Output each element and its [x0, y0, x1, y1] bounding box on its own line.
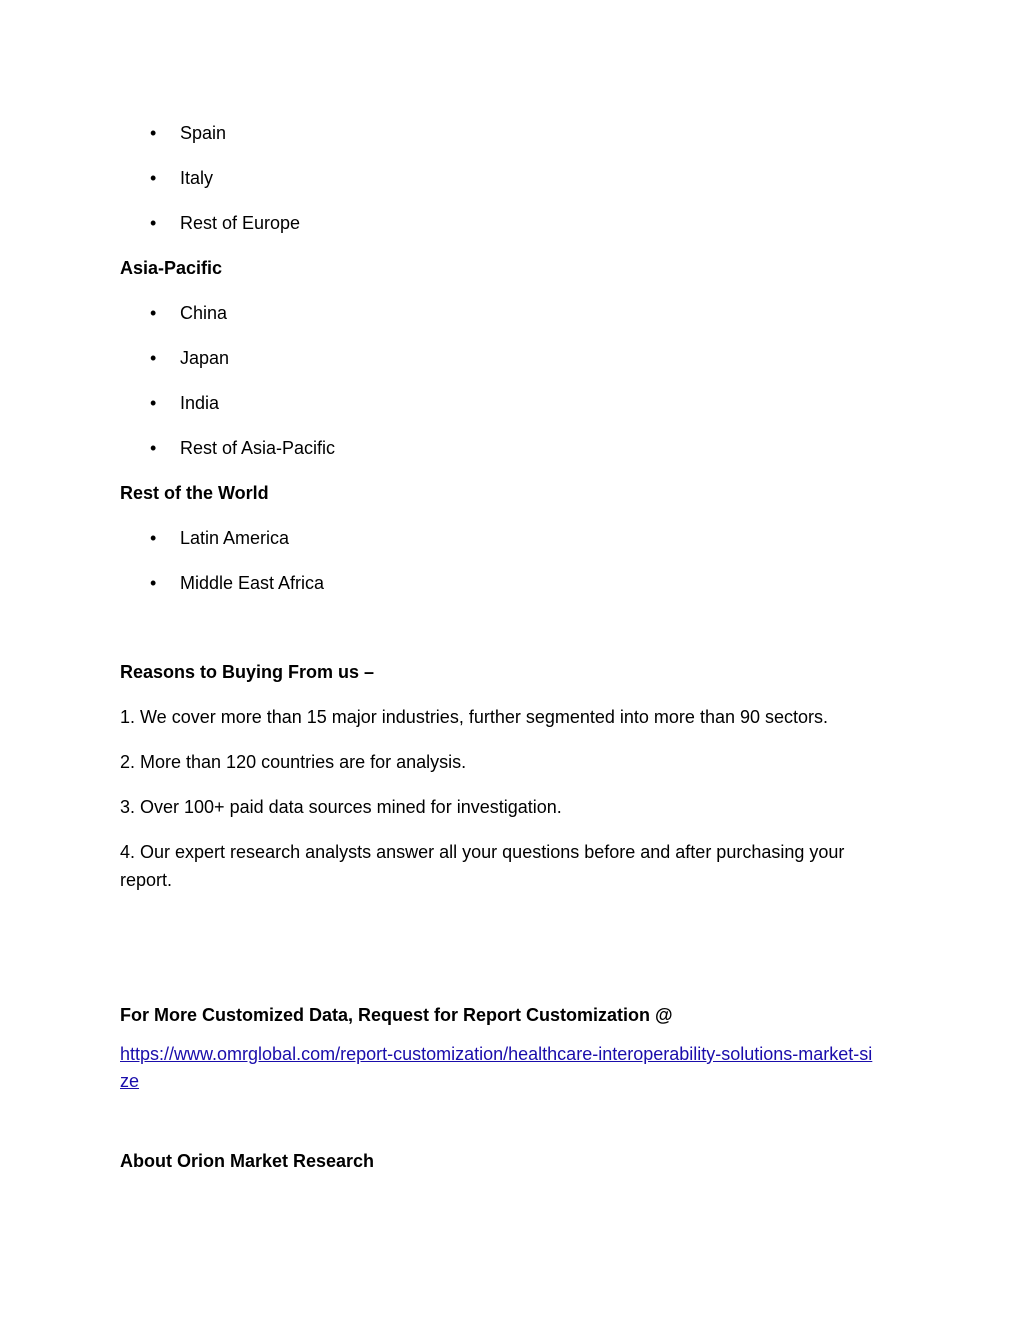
reason-item-3: 3. Over 100+ paid data sources mined for investigation. — [120, 797, 562, 817]
list-item-label: Rest of Europe — [180, 213, 301, 233]
bullet-icon: • — [150, 573, 157, 593]
list-item-latin-america — [150, 526, 289, 550]
list-item-label: Rest of Asia-Pacific — [180, 438, 336, 458]
bullet-icon: • — [150, 393, 157, 413]
list-item-label: Middle East Africa — [180, 573, 325, 593]
list-item-label: China — [180, 303, 228, 323]
reason-item-4: 4. Our expert research analysts answer all your questions before and after purchasing your report. — [120, 842, 845, 890]
list-item-label: Latin America — [180, 528, 290, 548]
list-item-label: Japan — [180, 348, 230, 368]
customization-heading: For More Customized Data, Request for Report Customization @ — [120, 1005, 673, 1025]
list-item-china — [150, 301, 227, 325]
list-item-spain — [150, 121, 226, 145]
customization-link[interactable]: https://www.omrglobal.com/report-customization/healthcare-interoperability-solutions-market-size — [120, 1044, 873, 1091]
bullet-icon: • — [150, 213, 157, 233]
list-item-italy — [150, 166, 213, 190]
reasons-heading: Reasons to Buying From us – — [120, 662, 375, 682]
list-item-label: Italy — [180, 168, 214, 188]
bullet-icon: • — [150, 528, 157, 548]
bullet-icon: • — [150, 438, 157, 458]
list-item-japan — [150, 346, 229, 370]
rest-of-world-heading: Rest of the World — [120, 483, 269, 503]
bullet-icon: • — [150, 303, 157, 323]
list-item-middle-east-africa — [150, 571, 324, 595]
bullet-icon: • — [150, 348, 157, 368]
bullet-icon: • — [150, 123, 157, 143]
list-item-india — [150, 391, 219, 415]
list-item-label: Spain — [180, 123, 227, 143]
list-item-label: India — [180, 393, 220, 413]
reason-item-2: 2. More than 120 countries are for analysis. — [120, 752, 467, 772]
asia-pacific-heading: Asia-Pacific — [120, 258, 223, 278]
reason-item-1: 1. We cover more than 15 major industries, further segmented into more than 90 sectors. — [120, 707, 829, 727]
bullet-icon: • — [150, 168, 157, 188]
list-item-rest-of-europe — [150, 211, 300, 235]
list-item-rest-of-asia-pacific — [150, 436, 335, 460]
about-heading: About Orion Market Research — [120, 1151, 375, 1171]
